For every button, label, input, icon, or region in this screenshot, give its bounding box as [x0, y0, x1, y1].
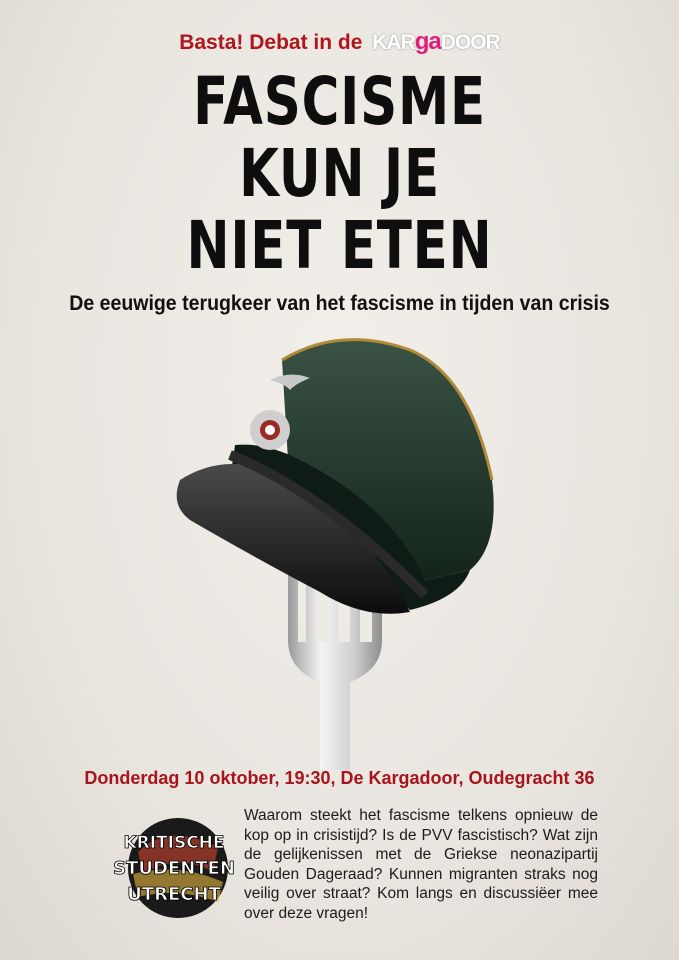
event-date-location: Donderdag 10 oktober, 19:30, De Kargadoor, Oudegracht 36	[84, 768, 595, 788]
logo-line-3: UTRECHT	[127, 884, 221, 905]
headline	[0, 63, 679, 284]
cap-on-fork-illustration	[170, 330, 510, 770]
logo-line-1: KRITISCHE	[123, 833, 225, 853]
logo-line-2: STUDENTEN	[113, 858, 235, 879]
host-prefix: Basta! Debat in de	[179, 31, 363, 54]
event-host-line	[0, 28, 679, 56]
kritische-studenten-utrecht-logo	[108, 812, 240, 924]
kargadoor-logo: KARgaDOOR	[372, 28, 500, 55]
headline-line-2: KUN JE	[239, 135, 440, 212]
military-cap	[177, 340, 494, 614]
description-paragraph: Waarom steekt het fascisme telkens opnieuw de kop op in crisistijd? Is de PVV fascistisch? Wat zijn de gelijkenissen met de Griekse neonazipartij Gouden Dageraad? Kunnen migranten straks nog veilig over straat? Kom langs en discussiëer mee over deze vragen!	[244, 807, 598, 922]
headline-line-3: NIET ETEN	[186, 207, 493, 284]
headline-line-1: FASCISME	[193, 63, 486, 140]
subtitle: De eeuwige terugkeer van het fascisme in tijden van crisis	[69, 292, 610, 315]
